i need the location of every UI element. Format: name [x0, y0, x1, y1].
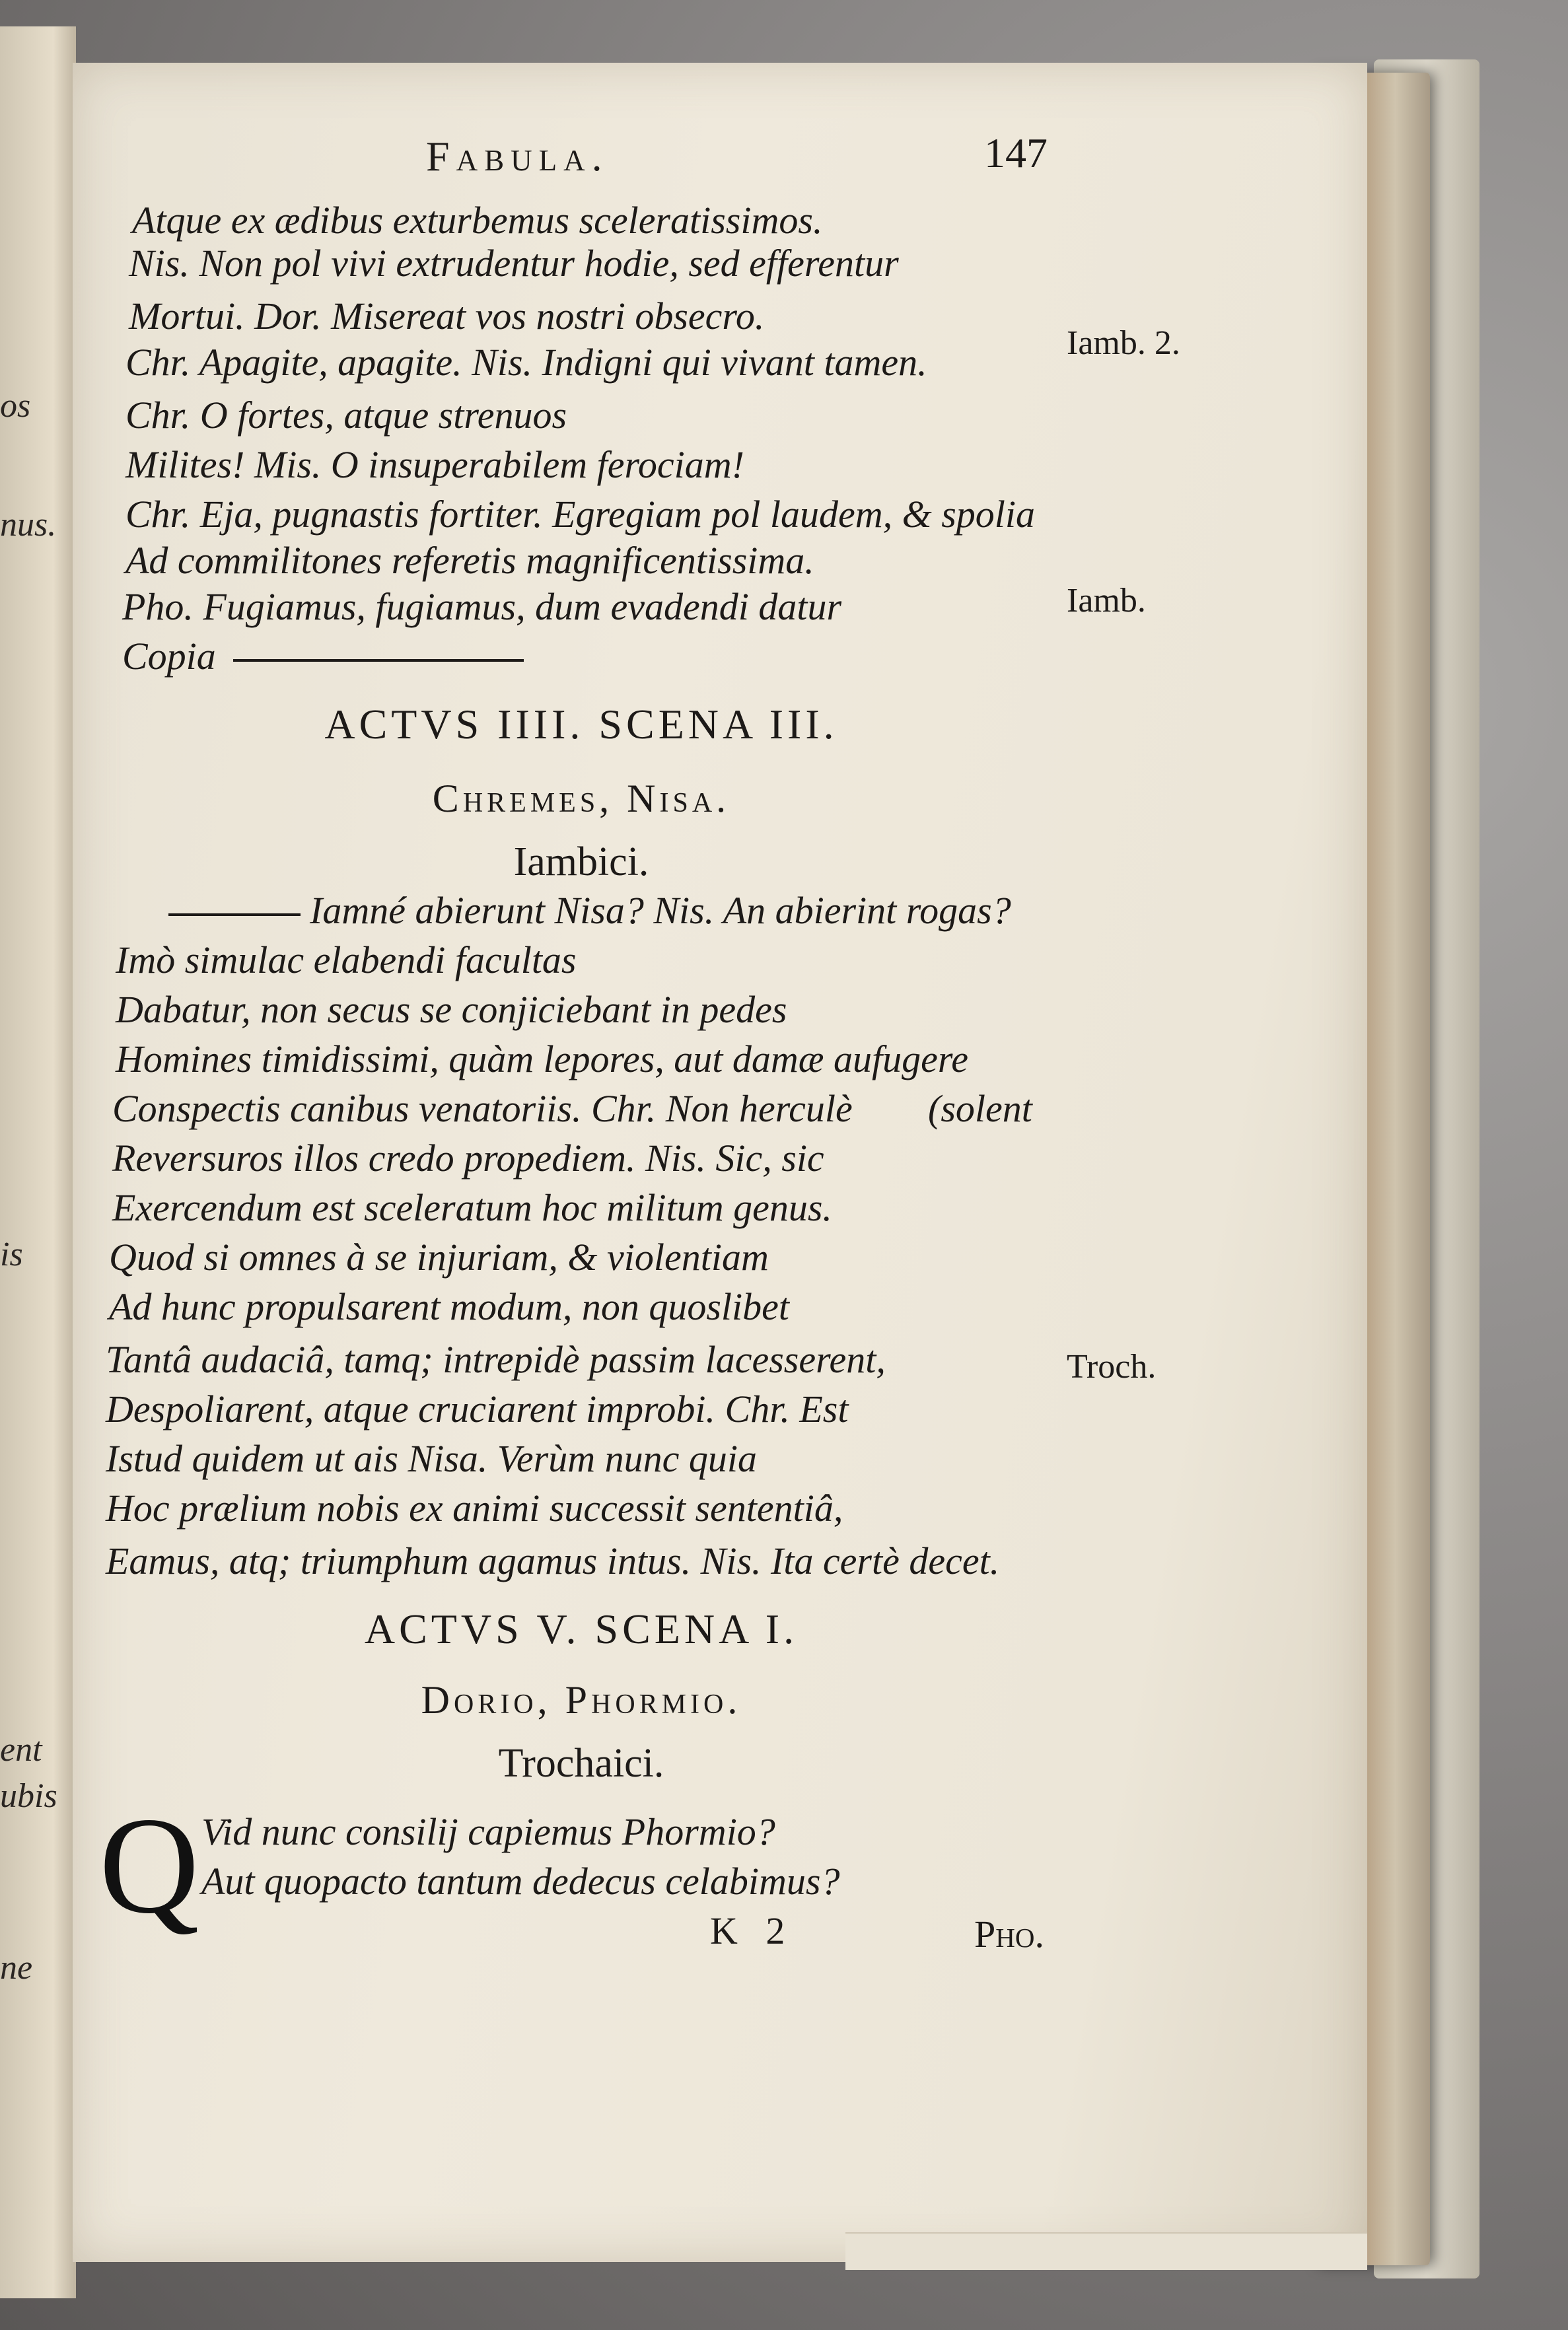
verse-line: Eamus, atq; triumphum agamus intus. Nis. Ita certè decet. [106, 1539, 1000, 1582]
verse-line: Aut quopacto tantum dedecus celabimus? [201, 1860, 840, 1903]
verse-line: Despoliarent, atque cruciarent improbi. Chr. Est [106, 1388, 849, 1430]
scene-meter: Trochaici. [498, 1741, 664, 1786]
scene-heading: ACTVS V. SCENA I. [364, 1606, 799, 1652]
left-page-fragment: ubis [0, 1777, 57, 1815]
page-bottom-strip [845, 2232, 1367, 2270]
verse-line: Chr. Eja, pugnastis fortiter. Egregiam pol laudem, & spolia [125, 493, 1036, 536]
verse-line: Conspectis canibus venatoriis. Chr. Non herculè [112, 1087, 853, 1130]
verse-line: Atque ex ædibus exturbemus sceleratissimos. [132, 199, 823, 242]
signature-mark: K 2 [710, 1909, 795, 1952]
verse-line-turnover: (solent [928, 1087, 1032, 1130]
verse-line: Mortui. Dor. Misereat vos nostri obsecro. [129, 295, 765, 337]
verse-line: Nis. Non pol vivi extrudentur hodie, sed efferentur [129, 242, 899, 285]
verse-line: Ad commilitones referetis magnificentissima. [125, 539, 814, 582]
margin-note: Troch. [1067, 1348, 1157, 1386]
scene-persons: Chremes, Nisa. [432, 777, 731, 820]
verse-line: Hoc prælium nobis ex animi successit sententiâ, [106, 1487, 843, 1530]
verse-line: Homines timidissimi, quàm lepores, aut damæ aufugere [116, 1038, 968, 1080]
running-title: Fabula. [426, 133, 609, 180]
catchword: Pho. [974, 1913, 1044, 1956]
verse-line: Vid nunc consilij capiemus Phormio? [201, 1810, 775, 1853]
left-page-fragment: ne [0, 1949, 33, 1987]
verse-line-text: Iamné abierunt Nisa? Nis. An abierint rogas? [310, 889, 1011, 932]
verse-line: Imò simulac elabendi facultas [116, 938, 577, 981]
scene-persons: Dorio, Phormio. [421, 1678, 742, 1722]
dash-rule [168, 913, 301, 916]
verse-line: Tantâ audaciâ, tamq; intrepidè passim lacesserent, [106, 1338, 886, 1381]
verse-line: Dabatur, non secus se conjiciebant in pedes [116, 988, 787, 1031]
verse-line: Ad hunc propulsarent modum, non quoslibet [109, 1285, 789, 1328]
scene-heading: ACTVS IIII. SCENA III. [324, 701, 838, 748]
left-page-fragment: ent [0, 1731, 42, 1769]
dash-rule [233, 659, 524, 662]
drop-capital: Q [99, 1789, 199, 1942]
left-page [0, 26, 76, 2298]
verse-line-first [168, 888, 1011, 933]
verse-line: Istud quidem ut ais Nisa. Verùm nunc quia [106, 1437, 757, 1480]
margin-note: Iamb. 2. [1067, 324, 1180, 362]
verse-line-copia [122, 634, 524, 678]
left-page-fragment: nus. [0, 506, 57, 544]
verse-line: Quod si omnes à se injuriam, & violentiam [109, 1236, 769, 1279]
left-page-fragment: is [0, 1236, 23, 1273]
margin-note: Iamb. [1067, 582, 1146, 619]
verse-line: Reversuros illos credo propediem. Nis. Sic, sic [112, 1137, 824, 1180]
verse-line: Milites! Mis. O insuperabilem ferociam! [125, 443, 744, 486]
verse-line: Chr. Apagite, apagite. Nis. Indigni qui vivant tamen. [125, 341, 927, 384]
verse-line: Pho. Fugiamus, fugiamus, dum evadendi datur [122, 585, 842, 628]
left-page-fragment: os [0, 387, 31, 425]
verse-line-text: Copia [122, 635, 216, 678]
page-number: 147 [984, 129, 1048, 176]
verse-line: Exercendum est sceleratum hoc militum genus. [112, 1186, 832, 1229]
scene-meter: Iambici. [513, 839, 649, 884]
verse-line: Chr. O fortes, atque strenuos [125, 394, 567, 437]
